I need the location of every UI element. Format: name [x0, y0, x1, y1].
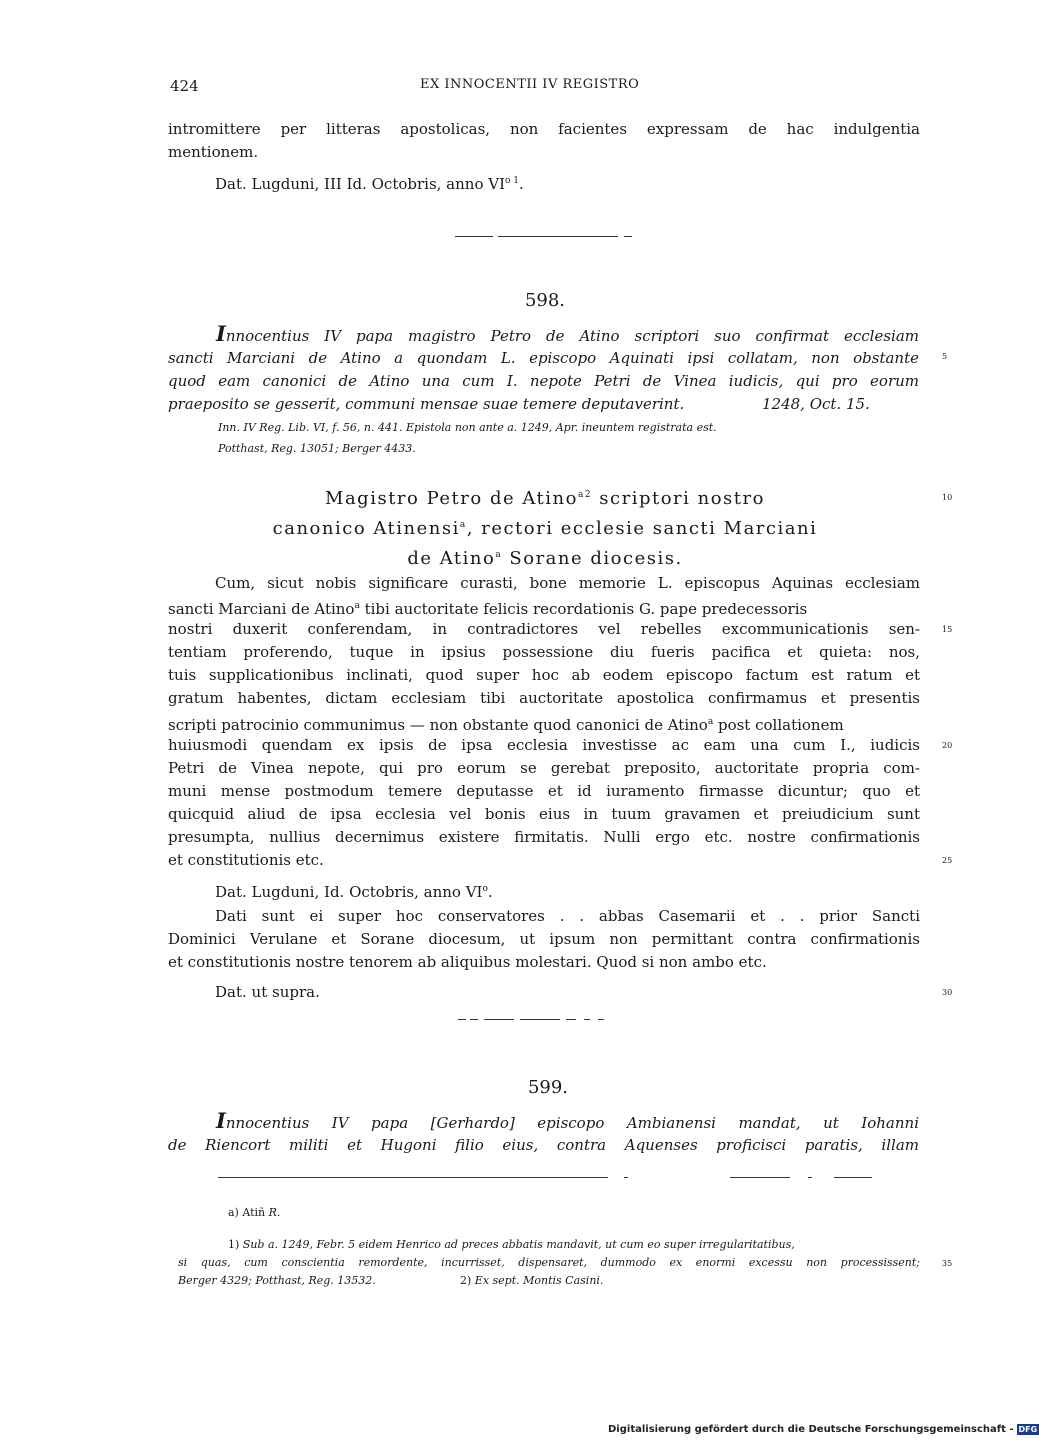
divider-2d [520, 1019, 560, 1020]
dfg-logo: DFG [1018, 1425, 1038, 1434]
body-line-3: nostri duxerit conferendam, in contradictores vel rebelles excommunicationis sen- [168, 620, 920, 638]
footnote-1-text-3: Berger 4329; Potthast, Reg. 13532. [178, 1274, 376, 1287]
page-number: 424 [170, 77, 199, 95]
divider-1b [498, 236, 618, 237]
rubric-598-initial: I [216, 321, 226, 346]
prev-line-2: mentionem. [168, 143, 259, 161]
rubric-599-line-2: de Riencort militi et Hugoni filio eius, contra Aquenses proficisci paratis, illam [168, 1136, 919, 1154]
divider-1c [624, 236, 632, 237]
letter-599-number: 599. [527, 1077, 569, 1098]
address-line-3 [165, 542, 925, 572]
prev-line-1: intromittere per litteras apostolicas, non facientes expressam de hac indulgentia [168, 120, 920, 138]
rubric-598-line-1 [216, 322, 919, 348]
body-line-2a: sancti Marciani de Atino [168, 600, 355, 618]
rubric-598-date: 1248, Oct. 15. [762, 395, 870, 413]
line-number-20: 20 [942, 741, 953, 750]
body-line-4: tentiam proferendo, tuque in ipsius possessione diu fueris pacifica et quieta: nos, [168, 643, 920, 661]
prev-dat-sup: o 1 [505, 176, 520, 186]
line-number-35: 35 [942, 1259, 953, 1268]
body-line-7b: post collationem [713, 716, 844, 734]
footnote-1-line-2 [178, 1256, 920, 1269]
footnote-separator-b [624, 1177, 628, 1178]
divider-2e [566, 1019, 576, 1020]
body-sup-2: a [707, 717, 714, 727]
footnote-2-text: Ex sept. Montis Casini. [474, 1274, 604, 1287]
footnote-separator-e [834, 1177, 872, 1178]
divider-2a [458, 1019, 466, 1020]
rubric-599-line-1 [216, 1109, 919, 1135]
body-line-9: Petri de Vinea nepote, qui pro eorum se gerebat preposito, auctoritate propria com- [168, 759, 920, 777]
body-line-8: huiusmodi quendam ex ipsis de ipsa ecclesia investisse ac eam una cum I., iudicis [168, 736, 920, 754]
address-line-2 [165, 512, 925, 542]
body-line-12: presumpta, nullius decernimus existere firmitatis. Nulli ergo etc. nostre confirmationis [168, 828, 920, 846]
body-line-1: Cum, sicut nobis significare curasti, bone memorie L. episcopus Aquinas ecclesiam [215, 574, 920, 592]
address-sup-1: a2 [577, 490, 593, 500]
footnote-separator-d [808, 1177, 812, 1178]
rubric-598-text-1: nnocentius IV papa magistro Petro de Atino scriptori suo confirmat ecclesiam [225, 327, 919, 345]
digitization-text: Digitalisierung gefördert durch die Deutsche Forschungsgemeinschaft - [608, 1424, 1014, 1435]
address-598 [165, 482, 925, 572]
address-text-2: canonico Atinensi [272, 518, 460, 539]
rubric-599-initial: I [216, 1108, 226, 1133]
address-sup-3: a [495, 550, 503, 560]
footnote-1-line-3 [178, 1274, 376, 1287]
source-598-line-2: Potthast, Reg. 13051; Berger 4433. [218, 442, 416, 455]
prev-dat-text: Dat. Lugduni, III Id. Octobris, anno VI [215, 175, 506, 193]
address-text-3: de Atino [407, 548, 496, 569]
body-line-5: tuis supplicationibus inclinati, quod super hoc ab eodem episcopo factum est ratum et [168, 666, 920, 684]
footnote-1-line-1 [228, 1238, 795, 1251]
dat-598-sup: o [482, 884, 488, 894]
divider-1a [455, 236, 493, 237]
body-line-2b: tibi auctoritate felicis recordationis G. pape predecessoris [359, 600, 808, 618]
line-number-5: 5 [942, 352, 948, 361]
footnote-1-text-2: si quas, cum conscientia remordente, incurrisset, dispensaret, dummodo ex enormi excessu non processissent; [178, 1256, 920, 1269]
letter-598-number: 598. [524, 290, 566, 311]
address-text-1b: scriptori nostro [592, 488, 765, 509]
footnote-a-label: a) [228, 1206, 239, 1219]
prev-dat-end: . [519, 175, 524, 193]
source-598-line-1: Inn. IV Reg. Lib. VI, f. 56, n. 441. Epistola non ante a. 1249, Apr. ineuntem registrata est. [218, 421, 717, 434]
conserv-line-2: Dominici Verulane et Sorane diocesum, ut ipsum non permittant contra confirmationis [168, 930, 920, 948]
line-number-10: 10 [942, 493, 953, 502]
rubric-599-text-1: nnocentius IV papa [Gerhardo] episcopo Ambianensi mandat, ut Iohanni [225, 1114, 919, 1132]
prev-dat [215, 170, 524, 196]
dat-598-end: . [487, 883, 493, 901]
dat-598 [215, 878, 493, 904]
body-line-10: muni mense postmodum temere deputasse et id iuramento firmasse dicuntur; quo et [168, 782, 920, 800]
conserv-line-3: et constitutionis nostre tenorem ab aliquibus molestari. Quod si non ambo etc. [168, 953, 767, 971]
rubric-598-line-3: quod eam canonici de Atino una cum I. nepote Petri de Vinea iudicis, qui pro eorum [168, 372, 919, 390]
body-line-7a: scripti patrocinio communimus — non obstante quod canonici de Atino [168, 716, 708, 734]
rubric-598-line-4: praeposito se gesserit, communi mensae suae temere deputaverint. [168, 395, 685, 413]
footnote-separator-c [730, 1177, 790, 1178]
divider-2f [584, 1019, 590, 1020]
dat2-598: Dat. ut supra. [215, 983, 320, 1001]
digitization-credit [608, 1424, 1039, 1435]
rubric-598-line-2: sancti Marciani de Atino a quondam L. episcopo Aquinati ipsi collatam, non obstante [168, 349, 919, 367]
body-line-6: gratum habentes, dictam ecclesiam tibi auctoritate apostolica confirmamus et presentis [168, 689, 920, 707]
footnote-1-label: 1) [228, 1238, 240, 1251]
footnote-1-text-1: Sub a. 1249, Febr. 5 eidem Henrico ad preces abbatis mandavit, ut cum eo super irregularitatibus, [242, 1238, 795, 1251]
body-sup-1: a [354, 601, 360, 611]
address-sup-2: a [459, 520, 467, 530]
body-line-11: quicquid aliud de ipsa ecclesia vel bonis eius in tuum gravamen et preiudicium sunt [168, 805, 920, 823]
running-title: EX INNOCENTII IV REGISTRO [420, 77, 640, 92]
footnote-separator-a [218, 1177, 608, 1178]
divider-2c [484, 1019, 514, 1020]
conserv-line-1: Dati sunt ei super hoc conservatores . . abbas Casemarii et . . prior Sancti [215, 907, 920, 925]
line-number-15: 15 [942, 625, 953, 634]
address-text-1: Magistro Petro de Atino [325, 488, 578, 509]
line-number-25: 25 [942, 856, 953, 865]
footnote-2-label: 2) [460, 1274, 472, 1287]
footnote-a-source: R. [268, 1206, 281, 1219]
line-number-30: 30 [942, 988, 953, 997]
address-text-2b: , rectori ecclesie sancti Marciani [466, 518, 818, 539]
footnote-a [228, 1206, 280, 1219]
footnote-a-text: Atiñ [238, 1206, 269, 1219]
body-line-13: et constitutionis etc. [168, 851, 324, 869]
address-line-1 [165, 482, 925, 512]
divider-2b [470, 1019, 478, 1020]
dat-598-text: Dat. Lugduni, Id. Octobris, anno VI [215, 883, 483, 901]
footnote-2 [460, 1274, 603, 1287]
divider-2g [598, 1019, 604, 1020]
address-text-3b: Sorane diocesis. [502, 548, 683, 569]
